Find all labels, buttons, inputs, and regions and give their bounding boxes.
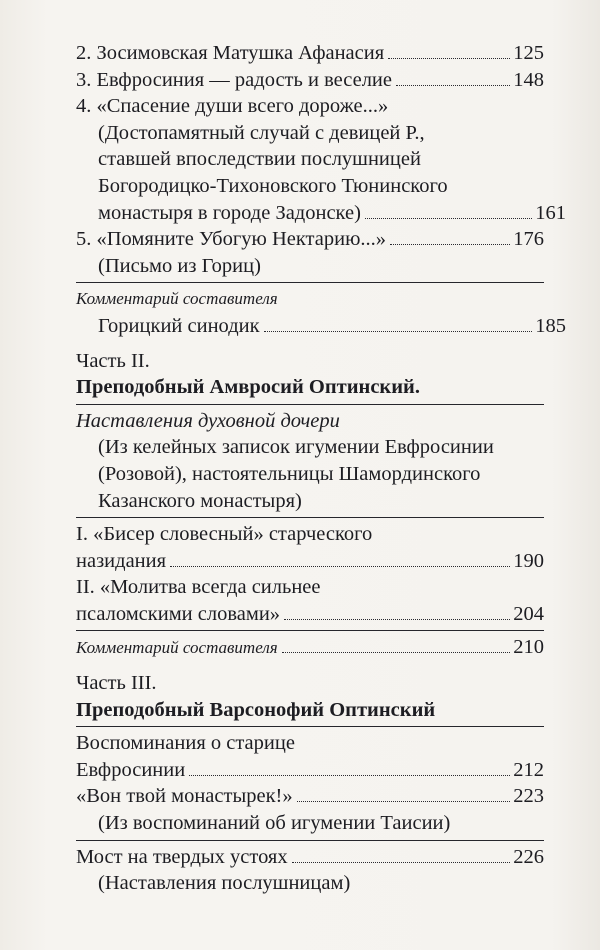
toc-entry-title: «Вон твой монастырек!» [76, 785, 293, 808]
toc-page-number: 185 [535, 314, 566, 337]
dot-leader [388, 58, 510, 59]
part-subtitle: Наставления духовной дочери [76, 409, 340, 432]
toc-entry [76, 783, 544, 810]
toc-entry-title: псаломскими словами» [76, 602, 281, 625]
toc-entry-title: 4. «Спасение души всего дороже...» [76, 95, 389, 118]
toc-entry-note: (Из келейных записок игумении Евфросинии [98, 436, 494, 459]
toc-entry [76, 757, 544, 784]
dot-leader [396, 85, 510, 86]
part-heading: Часть III. [76, 672, 157, 695]
part-title: Преподобный Варсонофий Оптинский [76, 698, 436, 721]
toc-entry-title: 3. Евфросиния — радость и веселие [76, 68, 392, 91]
divider [76, 726, 544, 727]
commentary-label: Комментарий составителя [76, 638, 278, 658]
toc-page-number: 212 [513, 758, 544, 781]
toc-entry-note: Казанского монастыря) [98, 489, 302, 512]
toc-page-number: 190 [513, 549, 544, 572]
part-heading: Часть II. [76, 349, 150, 372]
toc-entry [76, 313, 566, 340]
toc-page-number: 226 [513, 845, 544, 868]
toc-page-number: 210 [513, 636, 544, 659]
toc-entry-note: (Письмо из Гориц) [98, 254, 261, 277]
dot-leader [297, 801, 511, 802]
toc-page-number: 176 [513, 228, 544, 251]
divider [76, 840, 544, 841]
toc-entry [76, 548, 544, 575]
part-title: Преподобный Амвросий Оптинский. [76, 376, 420, 399]
toc-entry-title: 5. «Помяните Убогую Нектарию...» [76, 228, 387, 251]
dot-leader [282, 652, 511, 653]
toc-entry-title: Мост на твердых устоях [76, 845, 288, 868]
divider [76, 630, 544, 631]
toc-page-number: 161 [535, 201, 566, 224]
toc-entry-note: ставшей впоследствии послушницей [98, 148, 421, 171]
toc-entry-note: (Наставления послушницам) [98, 872, 351, 895]
dot-leader [284, 619, 510, 620]
toc-page-number: 125 [513, 42, 544, 64]
toc-entry-note: монастыря в городе Задонске) [98, 201, 361, 224]
toc-entry [76, 40, 544, 67]
toc-entry [76, 226, 544, 253]
toc-entry-title: II. «Молитва всегда сильнее [76, 576, 321, 599]
toc-page-number: 204 [513, 602, 544, 625]
toc-entry-title: Горицкий синодик [98, 314, 260, 337]
toc-page-number: 148 [513, 68, 544, 91]
divider [76, 517, 544, 518]
divider [76, 404, 544, 405]
toc-entry-note: (Розовой), настоятельницы Шамординского [98, 462, 481, 485]
toc-entry-note: Богородицко-Тихоновского Тюнинского [98, 174, 448, 197]
toc-entry-title: I. «Бисер словесный» старческого [76, 523, 373, 546]
toc-entry-title: Евфросинии [76, 758, 186, 781]
toc-entry-title: 2. Зосимовская Матушка Афанасия [76, 42, 385, 64]
table-of-contents [76, 40, 566, 897]
dot-leader [189, 775, 510, 776]
toc-entry-note: (Из воспоминаний об игумении Таисии) [98, 812, 451, 835]
toc-entry [76, 67, 544, 94]
divider [76, 282, 544, 283]
dot-leader [390, 244, 510, 245]
dot-leader [365, 218, 532, 219]
toc-entry [76, 634, 544, 662]
commentary-label: Комментарий составителя [76, 289, 278, 309]
dot-leader [170, 566, 510, 567]
toc-entry-title: назидания [76, 549, 167, 572]
toc-entry [76, 601, 544, 628]
toc-entry [76, 844, 544, 871]
toc-entry [76, 200, 566, 227]
toc-page-number: 223 [513, 785, 544, 808]
toc-entry-title: Воспоминания о старице [76, 732, 295, 755]
dot-leader [292, 862, 511, 863]
toc-entry-note: (Достопамятный случай с девицей Р., [98, 121, 425, 144]
dot-leader [264, 331, 533, 332]
